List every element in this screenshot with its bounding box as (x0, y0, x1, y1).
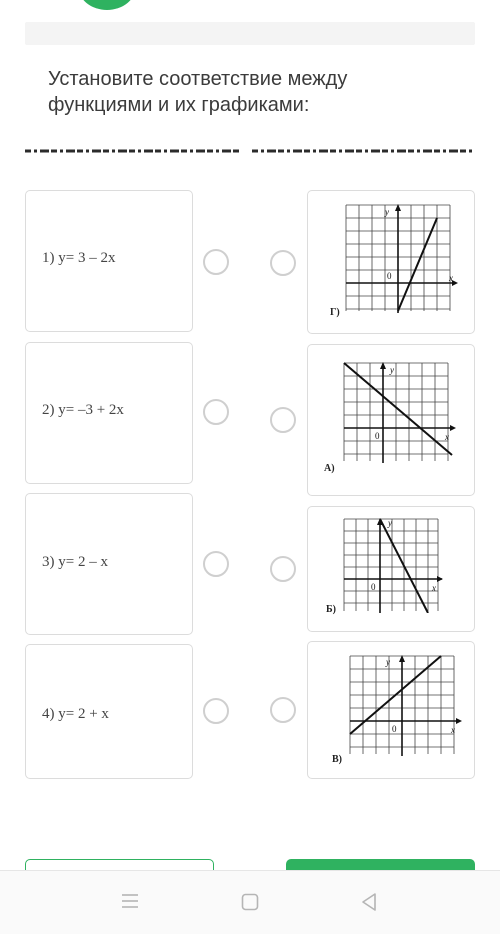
function-1-radio[interactable] (203, 249, 229, 275)
graph-image (348, 654, 464, 758)
function-3-radio[interactable] (203, 551, 229, 577)
graph-image (342, 361, 458, 465)
graph-letter: Б) (326, 604, 336, 615)
graph-card-1[interactable] (307, 190, 475, 334)
y-axis-label: y (390, 365, 394, 375)
origin-label: 0 (387, 271, 392, 281)
function-label: 2) y= –3 + 2x (42, 402, 124, 418)
origin-label: 0 (371, 582, 376, 592)
graph-card-3[interactable] (307, 506, 475, 632)
progress-indicator (78, 0, 136, 10)
function-card-4[interactable] (25, 644, 193, 779)
function-label: 4) y= 2 + x (42, 706, 109, 722)
function-card-2[interactable] (25, 342, 193, 484)
graph-4-radio[interactable] (270, 697, 296, 723)
graph-2-radio[interactable] (270, 407, 296, 433)
origin-label: 0 (375, 431, 380, 441)
back-triangle-icon[interactable] (360, 892, 378, 912)
function-4-radio[interactable] (203, 698, 229, 724)
question-text: Установите соответствие между функциями и их графиками: (48, 68, 348, 116)
function-card-3[interactable] (25, 493, 193, 635)
header-bar (25, 22, 475, 45)
graph-image (344, 203, 460, 315)
y-axis-label: y (388, 518, 392, 528)
graph-3-radio[interactable] (270, 556, 296, 582)
graph-letter: А) (324, 463, 335, 474)
x-axis-label: x (451, 725, 455, 735)
menu-icon[interactable] (121, 893, 139, 909)
y-axis-label: y (386, 657, 390, 667)
x-axis-label: x (449, 273, 453, 283)
divider-right (252, 149, 474, 153)
x-axis-label: x (445, 432, 449, 442)
x-axis-label: x (432, 583, 436, 593)
y-axis-label: y (385, 207, 389, 217)
function-card-1[interactable] (25, 190, 193, 332)
graph-card-4[interactable] (307, 641, 475, 779)
function-2-radio[interactable] (203, 399, 229, 425)
graph-letter: Г) (330, 307, 340, 318)
function-label: 1) y= 3 – 2x (42, 250, 116, 266)
graph-letter: В) (332, 754, 342, 765)
divider-left (25, 149, 240, 153)
graph-card-2[interactable] (307, 344, 475, 496)
home-square-icon[interactable] (241, 893, 259, 911)
origin-label: 0 (392, 724, 397, 734)
system-nav-bar (0, 870, 500, 934)
graph-1-radio[interactable] (270, 250, 296, 276)
graph-image (342, 517, 444, 613)
function-label: 3) y= 2 – x (42, 554, 108, 570)
